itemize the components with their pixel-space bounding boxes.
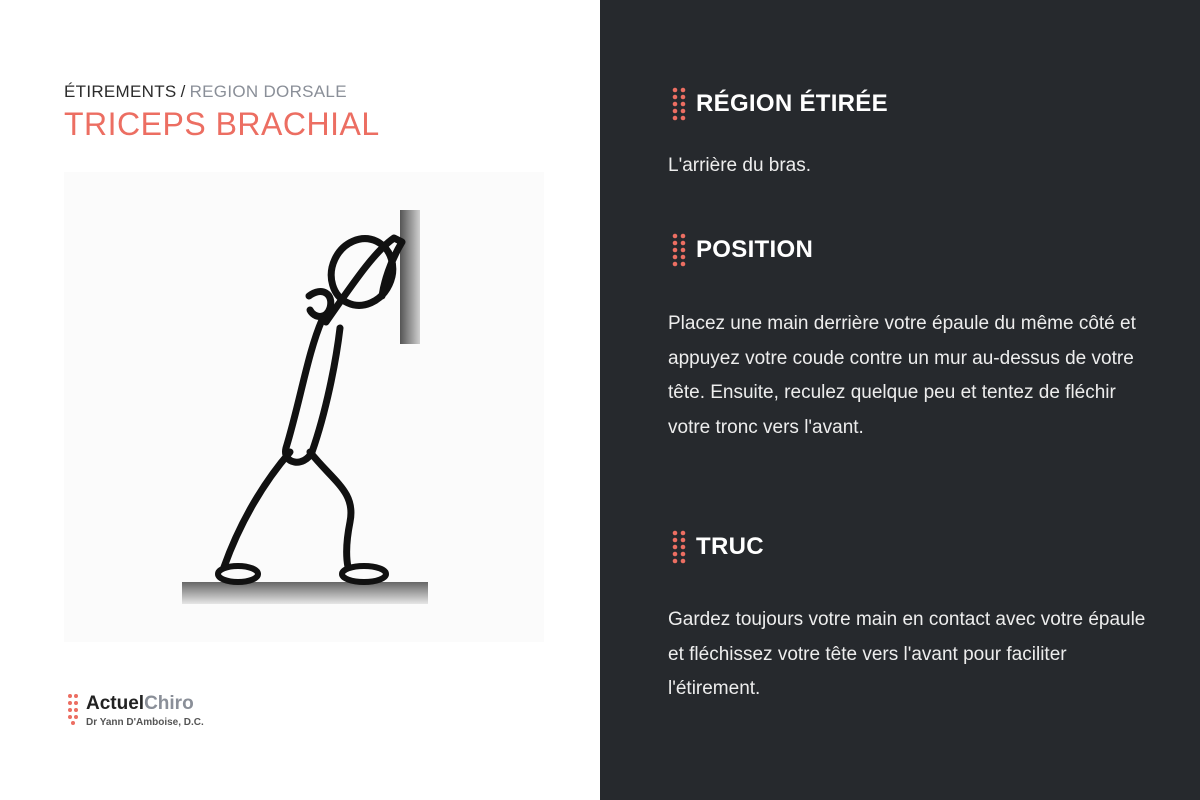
logo-name (86, 693, 204, 715)
section-head-position (670, 232, 813, 268)
breadcrumb-category: ÉTIREMENTS (64, 82, 177, 101)
section-title-position: POSITION (696, 236, 814, 263)
figure-foot-front (342, 566, 386, 582)
dotted-bar-icon (670, 232, 688, 268)
section-head-tip (670, 529, 764, 565)
right-panel (600, 0, 1200, 800)
stick-figure-illustration (64, 172, 544, 642)
section-head-region (670, 86, 888, 122)
breadcrumb (64, 82, 347, 102)
dotted-bar-icon (670, 529, 688, 565)
logo-text (86, 693, 204, 728)
figure-front-leg (310, 452, 351, 567)
floor-shape (182, 582, 428, 604)
section-body-position: Placez une main derrière votre épaule du même côté et appuyez votre coude contre un mur au-dessus de votre tête. Ensuite, reculez quelque peu et tentez de fléchir votre tronc vers l'avant. (668, 313, 1136, 438)
figure-back-leg (224, 452, 290, 567)
logo-subtitle: Dr Yann D'Amboise, D.C. (86, 717, 204, 728)
figure-torso (286, 320, 340, 462)
dotted-bar-icon (670, 86, 688, 122)
stretch-illustration (64, 172, 544, 642)
section-title-tip: TRUC (696, 533, 764, 560)
breadcrumb-region: REGION DORSALE (189, 82, 347, 101)
section-title-region: RÉGION ÉTIRÉE (696, 90, 888, 117)
brand-logo (66, 693, 204, 728)
breadcrumb-separator: / (180, 82, 186, 101)
section-body-tip: Gardez toujours votre main en contact avec votre épaule et fléchissez votre tête vers l'avant pour faciliter l'étirement. (668, 609, 1146, 699)
section-body-region: L'arrière du bras. (668, 155, 812, 176)
logo-name-part2: Chiro (144, 693, 194, 714)
figure-foot-back (218, 566, 258, 582)
logo-dots-icon (66, 693, 80, 725)
logo-name-part1: Actuel (86, 693, 145, 714)
page-title: TRICEPS BRACHIAL (64, 106, 380, 142)
wall-shape (400, 210, 420, 344)
